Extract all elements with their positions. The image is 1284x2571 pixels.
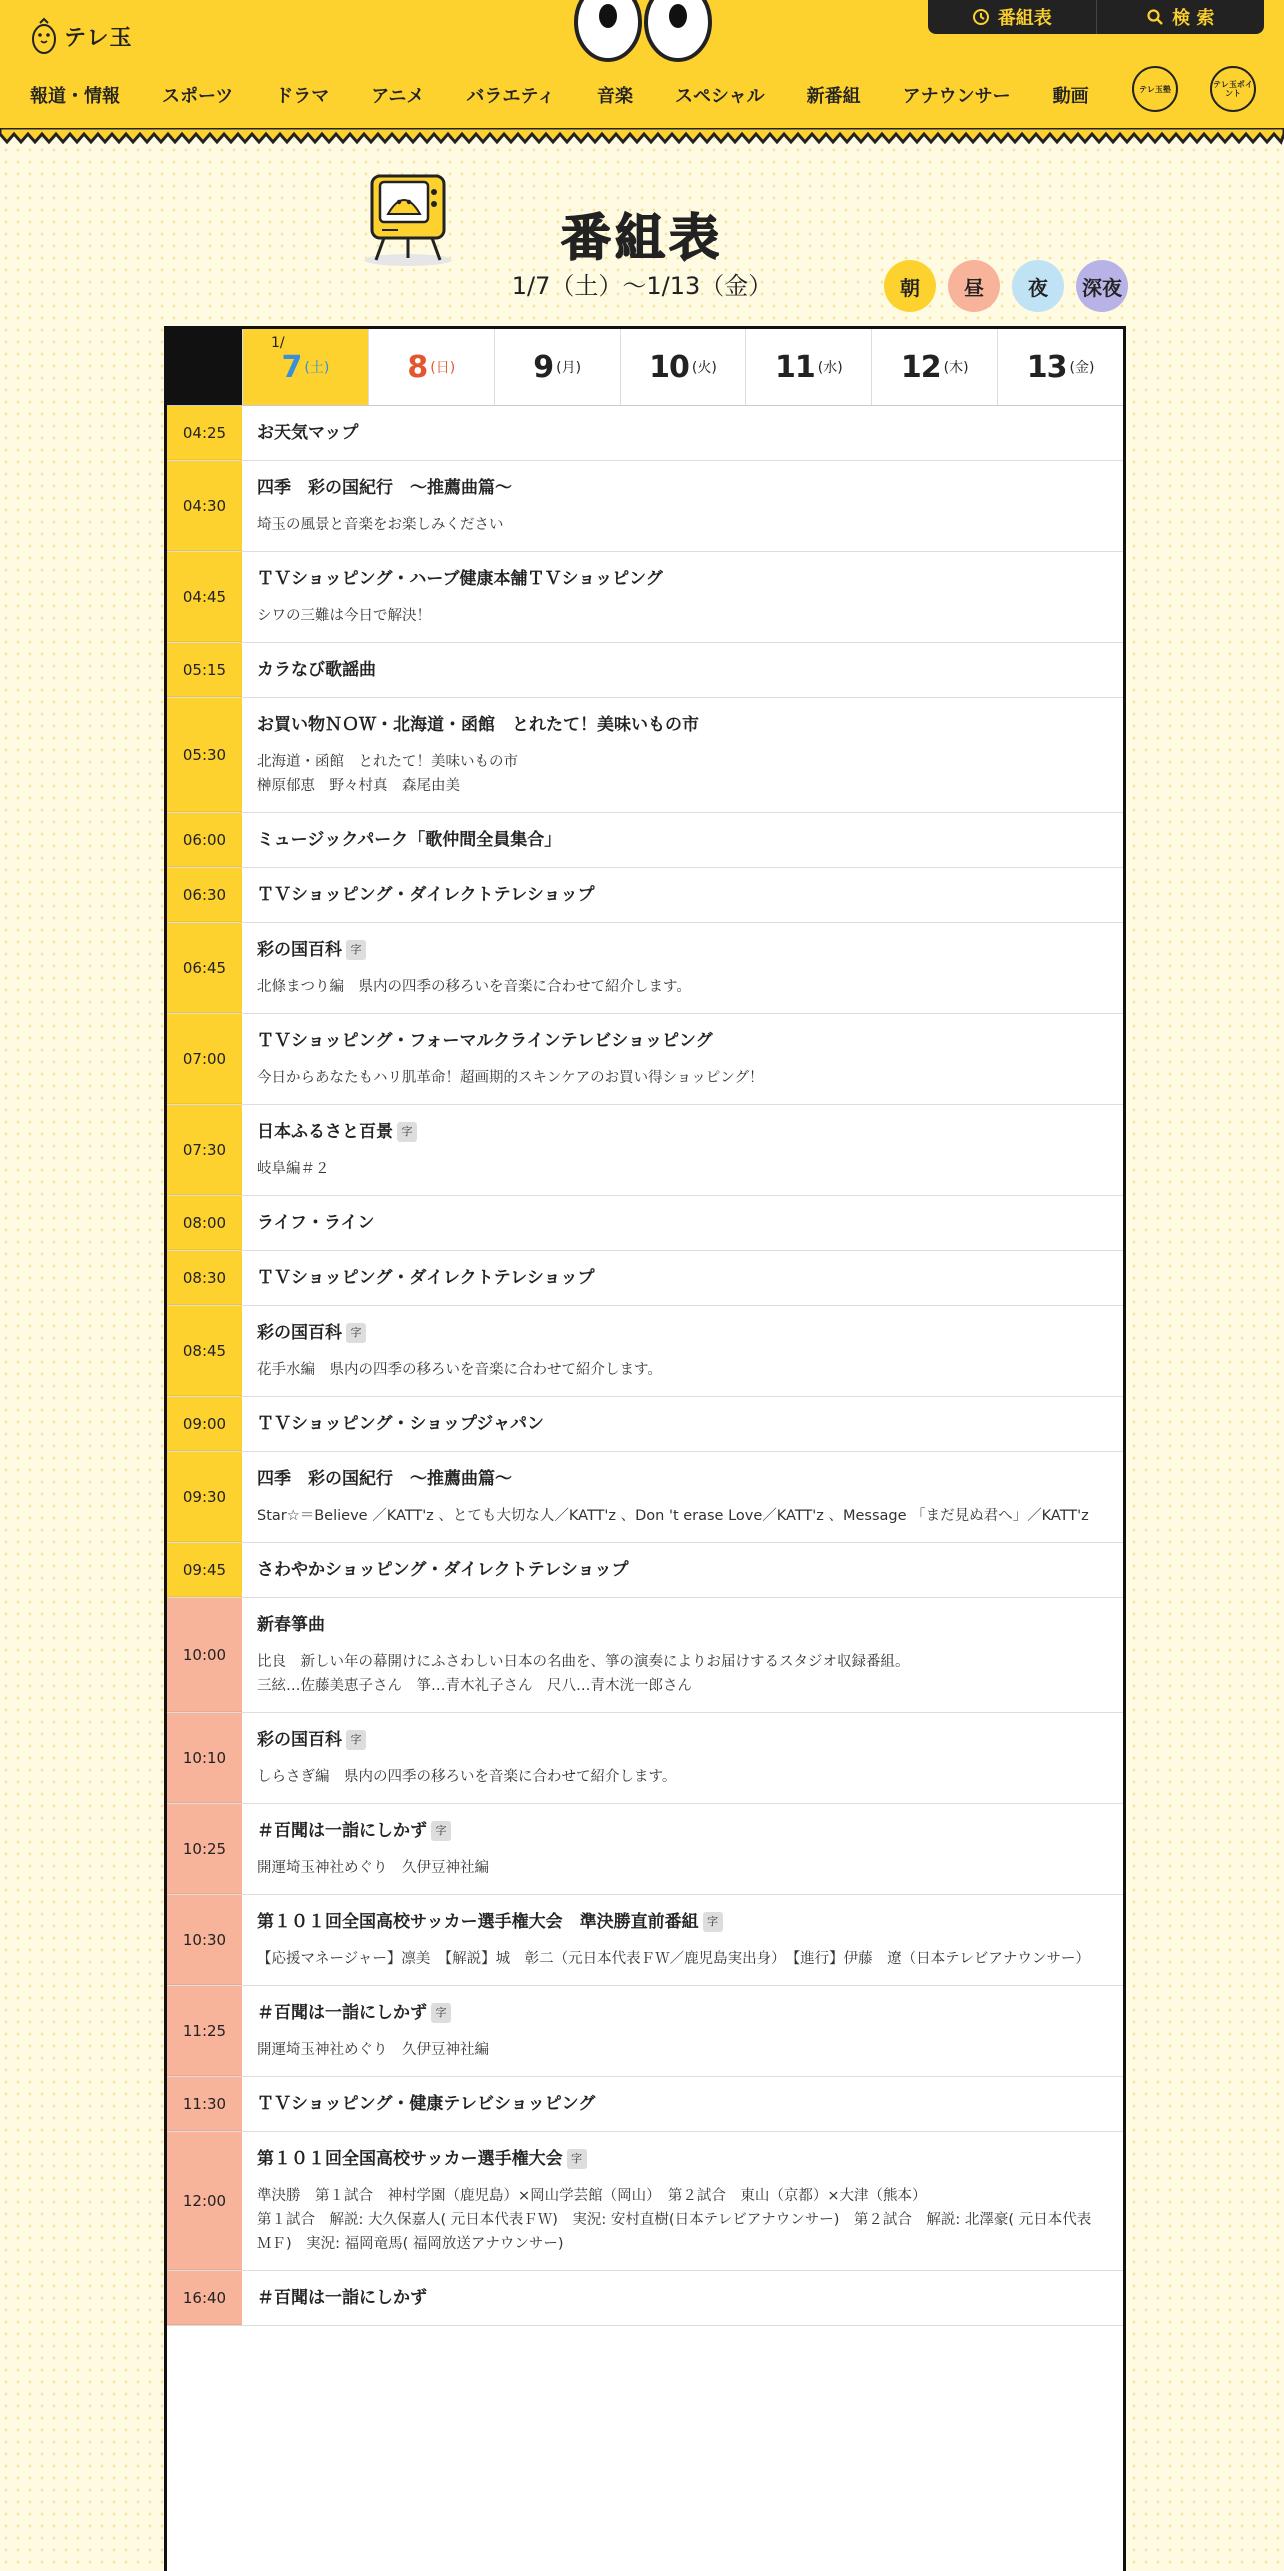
day-tab[interactable] <box>871 329 997 405</box>
nav-item-variety[interactable]: バラエティ <box>466 86 555 107</box>
program-title-line <box>257 1320 1105 1346</box>
program-title-line <box>257 712 1105 738</box>
program-description <box>257 1358 1105 1382</box>
day-tab[interactable] <box>997 329 1123 405</box>
day-weekday: (火) <box>691 360 717 376</box>
teletama-point-badge[interactable]: テレ玉ポイント <box>1210 66 1256 112</box>
program-time: 05:30 <box>167 698 242 812</box>
program-title[interactable]: 第１０１回全国高校サッカー選手権大会 準決勝直前番組 <box>257 1912 699 1932</box>
program-title[interactable]: 彩の国百科 <box>257 1730 342 1750</box>
program-body <box>242 1804 1123 1894</box>
header-zigzag-edge <box>0 128 1284 148</box>
day-number: 9 <box>533 349 554 385</box>
program-title[interactable]: 彩の国百科 <box>257 1323 342 1343</box>
site-header <box>0 0 1284 132</box>
program-title-line <box>257 1612 1105 1638</box>
program-body <box>242 1397 1123 1451</box>
program-description-line: 北條まつり編 県内の四季の移ろいを音楽に合わせて紹介します。 <box>257 979 691 995</box>
program-description <box>257 750 1105 798</box>
teletama-juku-badge[interactable]: テレ玉塾 <box>1132 66 1178 112</box>
program-body <box>242 923 1123 1013</box>
program-time: 11:30 <box>167 2077 242 2131</box>
program-description <box>257 975 1105 999</box>
program-title[interactable]: ＴＶショッピング・ショップジャパン <box>257 1414 544 1434</box>
search-icon <box>1146 8 1164 26</box>
program-row[interactable] <box>167 1196 1123 1251</box>
day-weekday: (金) <box>1069 360 1095 376</box>
day-number: 12 <box>900 349 941 385</box>
program-description-line: 開運埼玉神社めぐり 久伊豆神社編 <box>257 2042 489 2058</box>
day-number: 11 <box>775 349 815 385</box>
program-body <box>242 698 1123 812</box>
program-body <box>242 2132 1123 2270</box>
program-row[interactable] <box>167 813 1123 868</box>
nav-item-drama[interactable]: ドラマ <box>275 86 330 107</box>
nav-item-anime[interactable]: アニメ <box>371 86 425 107</box>
program-body <box>242 1306 1123 1396</box>
caption-badge: 字 <box>397 1122 417 1142</box>
program-row[interactable] <box>167 1306 1123 1397</box>
program-body <box>242 868 1123 922</box>
program-title-line <box>257 1557 1105 1583</box>
caption-badge: 字 <box>431 1821 451 1841</box>
program-row[interactable] <box>167 2132 1123 2271</box>
program-time: 04:25 <box>167 406 242 460</box>
program-body <box>242 1713 1123 1803</box>
program-title[interactable]: ＴＶショッピング・健康テレビショッピング <box>257 2094 596 2114</box>
program-title-line <box>257 1119 1105 1145</box>
program-body <box>242 1598 1123 1712</box>
program-row[interactable] <box>167 643 1123 698</box>
time-pill-morning[interactable]: 朝 <box>884 260 936 312</box>
program-time: 09:45 <box>167 1543 242 1597</box>
program-description <box>257 2184 1105 2256</box>
program-title-line <box>257 1210 1105 1236</box>
program-row[interactable] <box>167 1895 1123 1986</box>
site-logo[interactable] <box>30 14 133 58</box>
program-title-line <box>257 2000 1105 2026</box>
caption-badge: 字 <box>431 2003 451 2023</box>
program-list <box>167 406 1123 2326</box>
program-description-line: 準決勝 第１試合 神村学園（鹿児島）×岡山学芸館（岡山） 第２試合 東山（京都）×大津（熊本） <box>257 2188 927 2204</box>
program-row[interactable] <box>167 1452 1123 1543</box>
program-title[interactable]: 新春箏曲 <box>257 1615 325 1635</box>
program-title-line <box>257 1028 1105 1054</box>
day-weekday: (土) <box>304 360 330 376</box>
program-title[interactable]: 四季 彩の国紀行 ～推薦曲篇～ <box>257 478 512 498</box>
program-row[interactable] <box>167 552 1123 643</box>
program-title[interactable]: ＴＶショッピング・フォーマルクラインテレビショッピング <box>257 1031 713 1051</box>
nav-item-special[interactable]: スペシャル <box>674 86 765 107</box>
program-title-line <box>257 475 1105 501</box>
program-title[interactable]: ＃百聞は一詣にしかず <box>257 2003 427 2023</box>
day-tab[interactable] <box>620 329 746 405</box>
utility-bar <box>928 0 1264 34</box>
time-pill-daytime[interactable]: 昼 <box>948 260 1000 312</box>
program-description-line: 埼玉の風景と音楽をお楽しみください <box>257 517 504 533</box>
program-title[interactable]: ＃百聞は一詣にしかず <box>257 2288 427 2308</box>
program-description <box>257 1157 1105 1181</box>
program-body <box>242 1014 1123 1104</box>
program-row[interactable] <box>167 1251 1123 1306</box>
program-time: 08:30 <box>167 1251 242 1305</box>
program-title-line <box>257 1411 1105 1437</box>
chick-mascot-icon <box>30 17 58 55</box>
caption-badge: 字 <box>567 2149 587 2169</box>
program-title[interactable]: ＃百聞は一詣にしかず <box>257 1821 427 1841</box>
program-description-line: 岐阜編＃２ <box>257 1161 330 1177</box>
program-title-line <box>257 827 1105 853</box>
schedule-link-label: 番組表 <box>997 8 1052 29</box>
program-body <box>242 1196 1123 1250</box>
program-description-line: Star☆＝Believe ／KATT'z 、とても大切な人／KATT'z 、Don 't erase Love／KATT'z 、Message 「まだ見ぬ君へ」／KATT'z <box>257 1508 1089 1524</box>
program-description <box>257 2038 1105 2062</box>
program-body <box>242 1452 1123 1542</box>
day-weekday: (水) <box>817 360 843 376</box>
day-month: 1/ <box>271 335 285 351</box>
caption-badge: 字 <box>346 1730 366 1750</box>
program-title-line <box>257 2285 1105 2311</box>
program-title-line <box>257 657 1105 683</box>
day-weekday: (日) <box>430 360 456 376</box>
program-body <box>242 461 1123 551</box>
program-time: 09:00 <box>167 1397 242 1451</box>
program-row[interactable] <box>167 923 1123 1014</box>
program-row[interactable] <box>167 1986 1123 2077</box>
program-description <box>257 513 1105 537</box>
program-row[interactable] <box>167 406 1123 461</box>
program-title-line <box>257 2146 1105 2172</box>
program-time: 04:45 <box>167 552 242 642</box>
program-body <box>242 1543 1123 1597</box>
day-tab[interactable] <box>494 329 620 405</box>
program-body <box>242 2077 1123 2131</box>
program-description-line: 【応援マネージャー】凛美 【解説】城 彰二（元日本代表ＦＷ／鹿児島実出身） 【進行】伊藤 遼（日本テレビアナウンサー） <box>257 1951 1090 1967</box>
date-range: 1/7（土）〜1/13（金） <box>511 272 773 300</box>
caption-badge: 字 <box>346 1323 366 1343</box>
program-row[interactable] <box>167 1397 1123 1452</box>
program-row[interactable] <box>167 2077 1123 2132</box>
program-title-line <box>257 882 1105 908</box>
program-body <box>242 406 1123 460</box>
program-description-line: 三絃…佐藤美恵子さん 箏…青木礼子さん 尺八…青木洸一郎さん <box>257 1678 692 1694</box>
nav-item-sports[interactable]: スポーツ <box>162 86 234 107</box>
program-title-line <box>257 1265 1105 1291</box>
program-time: 08:45 <box>167 1306 242 1396</box>
program-time: 08:00 <box>167 1196 242 1250</box>
program-body <box>242 1105 1123 1195</box>
nav-item-announcers[interactable]: アナウンサー <box>902 86 1011 107</box>
day-number: 10 <box>649 349 689 385</box>
program-description <box>257 1066 1105 1090</box>
program-time: 11:25 <box>167 1986 242 2076</box>
day-tab[interactable] <box>242 329 368 405</box>
program-title-line <box>257 420 1105 446</box>
search-button-label: 検 索 <box>1172 8 1215 29</box>
program-time: 09:30 <box>167 1452 242 1542</box>
program-title-line <box>257 1909 1105 1935</box>
day-selector <box>167 329 1123 406</box>
day-weekday: (月) <box>556 360 582 376</box>
program-description-line: しらさぎ編 県内の四季の移ろいを音楽に合わせて紹介します。 <box>257 1769 677 1785</box>
program-row[interactable] <box>167 868 1123 923</box>
day-tab[interactable] <box>368 329 494 405</box>
schedule-link[interactable] <box>928 0 1096 34</box>
program-title[interactable]: ライフ・ライン <box>257 1213 375 1233</box>
caption-badge: 字 <box>346 940 366 960</box>
program-body <box>242 643 1123 697</box>
program-time: 07:30 <box>167 1105 242 1195</box>
program-row[interactable] <box>167 2271 1123 2326</box>
day-number: 7 <box>281 349 302 385</box>
program-row[interactable] <box>167 1105 1123 1196</box>
program-description-line: 北海道・函館 とれたて！美味いもの市 <box>257 754 518 770</box>
program-body <box>242 1986 1123 2076</box>
main-nav <box>30 70 1089 120</box>
nav-item-new-programs[interactable]: 新番組 <box>806 86 861 107</box>
tv-mascot-illustration <box>352 168 462 268</box>
program-time: 06:00 <box>167 813 242 867</box>
time-pill-late-night[interactable]: 深夜 <box>1076 260 1128 312</box>
time-pill-night[interactable]: 夜 <box>1012 260 1064 312</box>
program-title[interactable]: ＴＶショッピング・ダイレクトテレショップ <box>257 1268 595 1288</box>
program-description-line: 第１試合 解説: 大久保嘉人( 元日本代表ＦＷ) 実況: 安村直樹(日本テレビアナウンサー) 第２試合 解説: 北澤豪( 元日本代表ＭＦ) 実況: 福岡竜馬( 福岡放送アナウンサー) <box>257 2212 1092 2252</box>
program-body <box>242 813 1123 867</box>
program-time: 04:30 <box>167 461 242 551</box>
program-title-line <box>257 1466 1105 1492</box>
program-time: 10:10 <box>167 1713 242 1803</box>
program-body <box>242 1251 1123 1305</box>
program-title[interactable]: お買い物ＮＯＷ・北海道・函館 とれたて！美味いもの市 <box>257 715 699 735</box>
program-time: 12:00 <box>167 2132 242 2270</box>
program-body <box>242 552 1123 642</box>
program-row[interactable] <box>167 698 1123 813</box>
program-row[interactable] <box>167 1598 1123 1713</box>
program-description-line: 今日からあなたもハリ肌革命！超画期的スキンケアのお買い得ショッピング！ <box>257 1070 764 1086</box>
program-row[interactable] <box>167 1014 1123 1105</box>
nav-item-videos[interactable]: 動画 <box>1052 86 1089 107</box>
program-title[interactable]: ミュージックパーク「歌仲間全員集合」 <box>257 830 562 850</box>
program-title-line <box>257 937 1105 963</box>
program-time: 16:40 <box>167 2271 242 2325</box>
program-description <box>257 604 1105 628</box>
program-title-line <box>257 2091 1105 2117</box>
program-title[interactable]: 彩の国百科 <box>257 940 342 960</box>
page-title: 番組表 <box>561 209 723 267</box>
program-title-line <box>257 1727 1105 1753</box>
program-title[interactable]: 日本ふるさと百景 <box>257 1122 393 1142</box>
program-time: 07:00 <box>167 1014 242 1104</box>
program-description <box>257 1650 1105 1698</box>
program-title[interactable]: さわやかショッピング・ダイレクトテレショップ <box>257 1560 629 1580</box>
program-time: 10:25 <box>167 1804 242 1894</box>
program-description <box>257 1947 1105 1971</box>
program-time: 10:30 <box>167 1895 242 1985</box>
program-description-line: 榊原郁恵 野々村真 森尾由美 <box>257 778 460 794</box>
program-title[interactable]: カラなび歌謡曲 <box>257 660 376 680</box>
day-tab[interactable] <box>745 329 871 405</box>
program-row[interactable] <box>167 1804 1123 1895</box>
program-title-line <box>257 1818 1105 1844</box>
program-title[interactable]: ＴＶショッピング・ハーブ健康本舗ＴＶショッピング <box>257 569 663 589</box>
program-time: 05:15 <box>167 643 242 697</box>
program-title[interactable]: お天気マップ <box>257 423 359 443</box>
program-body <box>242 2271 1123 2325</box>
program-description-line: シワの三難は今日で解決！ <box>257 608 431 624</box>
program-row[interactable] <box>167 461 1123 552</box>
program-title[interactable]: 四季 彩の国紀行 ～推薦曲篇～ <box>257 1469 512 1489</box>
time-of-day-filter <box>884 260 1128 312</box>
clock-icon <box>972 8 990 26</box>
program-time: 06:45 <box>167 923 242 1013</box>
nav-item-news[interactable]: 報道・情報 <box>30 86 120 107</box>
search-button[interactable] <box>1096 0 1265 34</box>
program-description <box>257 1856 1105 1880</box>
program-description <box>257 1765 1105 1789</box>
program-body <box>242 1895 1123 1985</box>
day-number: 8 <box>407 349 428 385</box>
nav-item-music[interactable]: 音楽 <box>596 86 633 107</box>
program-title-line <box>257 566 1105 592</box>
program-description-line: 開運埼玉神社めぐり 久伊豆神社編 <box>257 1860 489 1876</box>
program-row[interactable] <box>167 1713 1123 1804</box>
day-number: 13 <box>1026 349 1067 385</box>
program-title[interactable]: 第１０１回全国高校サッカー選手権大会 <box>257 2149 563 2169</box>
mascot-eyes-icon <box>570 0 716 64</box>
logo-text: テレ玉 <box>64 25 133 51</box>
program-row[interactable] <box>167 1543 1123 1598</box>
day-weekday: (木) <box>943 360 969 376</box>
program-description-line: 比良 新しい年の幕開けにふさわしい日本の名曲を、箏の演奏によりお届けするスタジオ収録番組。 <box>257 1654 910 1670</box>
program-schedule <box>164 326 1126 2571</box>
program-time: 06:30 <box>167 868 242 922</box>
day-corner <box>167 329 242 405</box>
program-description-line: 花手水編 県内の四季の移ろいを音楽に合わせて紹介します。 <box>257 1362 662 1378</box>
caption-badge: 字 <box>703 1912 723 1932</box>
program-title[interactable]: ＴＶショッピング・ダイレクトテレショップ <box>257 885 595 905</box>
program-description <box>257 1504 1105 1528</box>
program-time: 10:00 <box>167 1598 242 1712</box>
